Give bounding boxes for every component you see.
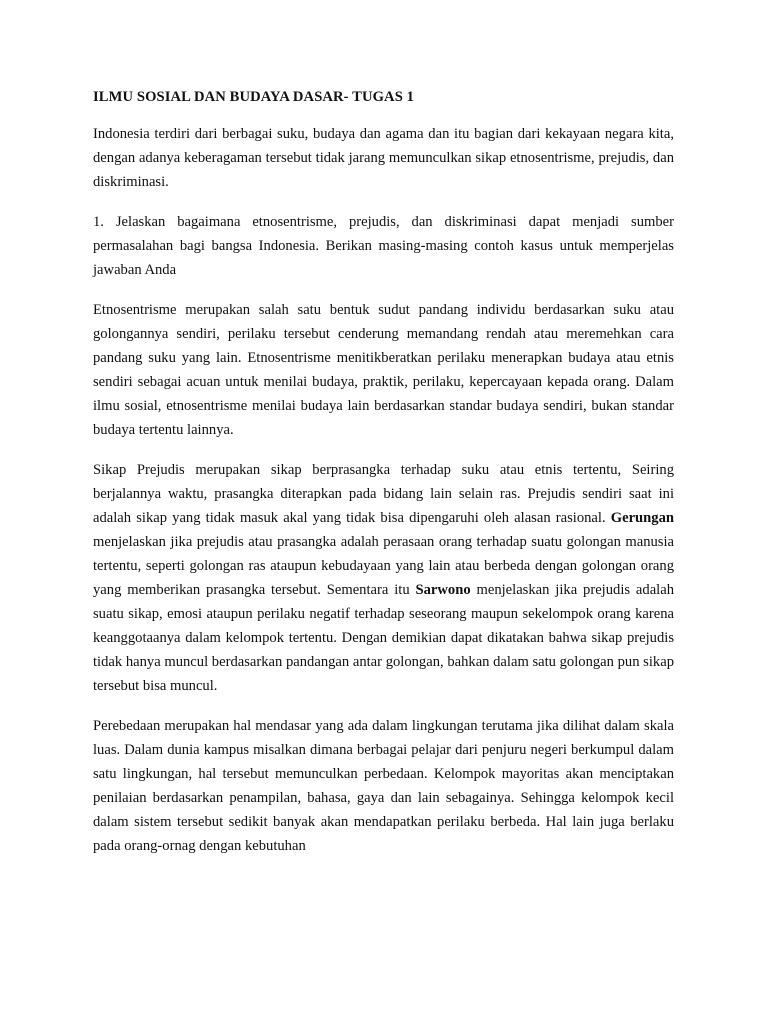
prejudis-paragraph: [93, 458, 674, 698]
question-paragraph: 1. Jelaskan bagaimana etnosentrisme, prejudis, dan diskriminasi dapat menjadi sumber permasalahan bagi bangsa Indonesia. Berikan masing-masing contoh kasus untuk memperjelas jawaban Anda: [93, 214, 674, 278]
author-gerungan: Gerungan: [610, 510, 674, 526]
document-title: ILMU SOSIAL DAN BUDAYA DASAR- TUGAS 1: [93, 89, 415, 105]
prejudis-text-3: menjelaskan jika prejudis adalah suatu sikap, emosi ataupun perilaku negatif terhadap seseorang maupun sekelompok orang karena keanggotaanya dalam kelompok tertentu. Dengan demikian dapat dikatakan bahwa sikap prejudis tidak hanya muncul berdasarkan pandangan antar golongan, bahkan dalam satu golongan pun sikap tersebut bisa muncul.: [93, 582, 674, 694]
intro-paragraph: Indonesia terdiri dari berbagai suku, budaya dan agama dan itu bagian dari kekayaan negara kita, dengan adanya keberagaman tersebut tidak jarang memunculkan sikap etnosentrisme, prejudis, dan diskriminasi.: [93, 126, 674, 190]
prejudis-text-2: menjelaskan jika prejudis atau prasangka adalah perasaan orang terhadap suatu golongan manusia tertentu, seperti golongan ras ataupun kebudayaan yang lain atau berbeda dengan golongan orang yang memberikan prasangka tersebut. Sementara itu: [93, 534, 674, 598]
author-sarwono: Sarwono: [415, 582, 471, 598]
etnosentrisme-paragraph: Etnosentrisme merupakan salah satu bentuk sudut pandang individu berdasarkan suku atau golongannya sendiri, perilaku tersebut cenderung memandang rendah atau meremehkan cara pandang suku yang lain. Etnosentrisme menitikberatkan perilaku menerapkan budaya atau etnis sendiri sebagai acuan untuk menilai budaya, praktik, perilaku, kepercayaan kepada orang. Dalam ilmu sosial, etnosentrisme menilai budaya lain berdasarkan standar budaya sendiri, bukan standar budaya tertentu lainnya.: [93, 302, 674, 438]
prejudis-text-1: Sikap Prejudis merupakan sikap berprasangka terhadap suku atau etnis tertentu, Seiring berjalannya waktu, prasangka diterapkan pada bidang lain selain ras. Prejudis sendiri saat ini adalah sikap yang tidak masuk akal yang tidak bisa dipengaruhi oleh alasan rasional.: [93, 462, 674, 526]
document-body: [93, 86, 674, 874]
perbedaan-paragraph: Perebedaan merupakan hal mendasar yang ada dalam lingkungan terutama jika dilihat dalam skala luas. Dalam dunia kampus misalkan dimana berbagai pelajar dari penjuru negeri berkumpul dalam satu lingkungan, hal tersebut memunculkan perbedaan. Kelompok mayoritas akan menciptakan penilaian berdasarkan penampilan, bahasa, gaya dan lain sebagainya. Sehingga kelompok kecil dalam sistem tersebut sedikit banyak akan mendapatkan perilaku berbeda. Hal lain juga berlaku pada orang-ornag dengan kebutuhan: [93, 718, 674, 854]
